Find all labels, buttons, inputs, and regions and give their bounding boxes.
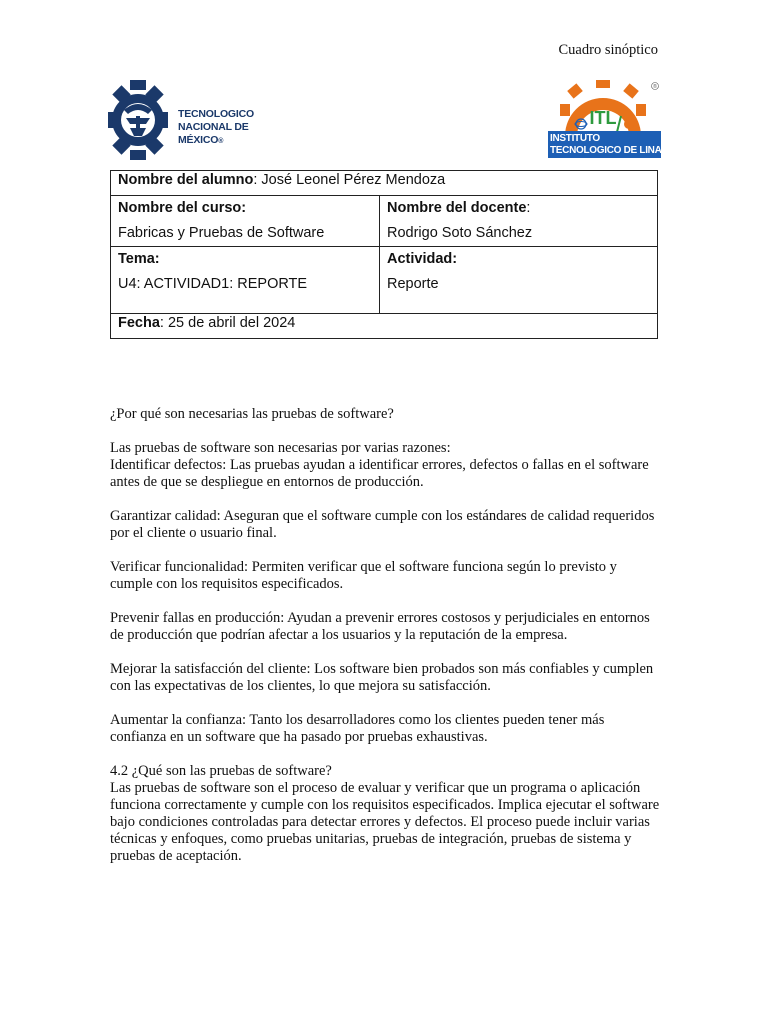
tecnm-wordmark (178, 108, 283, 148)
itl-line2: TECNOLOGICO DE LINARES (550, 145, 682, 156)
paragraph: Verificar funcionalidad: Permiten verificar que el software funciona según lo previsto y cumple con los requisitos especificados. (110, 559, 617, 592)
tema-value: U4: ACTIVIDAD1: REPORTE (118, 276, 308, 292)
intro-paragraph: Las pruebas de software son necesarias por varias razones: (110, 440, 451, 456)
tecnm-logo (108, 80, 283, 160)
answer-paragraph: Las pruebas de software son el proceso de evaluar y verificar que un programa o aplicación funciona correctamente y cumple con los requisitos especificados. Implica ejecutar el software bajo condiciones controladas para detectar errores y defectos. El proceso puede incluir varias técnicas y enfoques, como pruebas unitarias, pruebas de integración, pruebas de sistema y pruebas de aceptación. (110, 780, 660, 864)
alumno-label: Nombre del alumno (118, 172, 254, 188)
tecnm-registered-mark: ® (218, 138, 224, 145)
paragraph: Prevenir fallas en producción: Ayudan a prevenir errores costosos y perjudiciales en entornos de producción que podrían afectar a los usuarios y la reputación de la empresa. (110, 610, 650, 643)
fecha-value: 25 de abril del 2024 (167, 315, 296, 331)
question-1: ¿Por qué son necesarias las pruebas de software? (110, 406, 394, 422)
tema-label: Tema: (118, 251, 160, 267)
paragraph: Garantizar calidad: Aseguran que el software cumple con los estándares de calidad requeridos por el cliente o usuario final. (110, 508, 655, 541)
docente-label: Nombre del docente (387, 200, 527, 216)
paragraph: Mejorar la satisfacción del cliente: Los software bien probados son más confiables y cumplen con las expectativas de los clientes, lo que mejora su satisfacción. (110, 661, 654, 694)
curso-label: Nombre del curso: (118, 200, 247, 216)
table-row (111, 247, 658, 314)
actividad-label: Actividad: (387, 251, 458, 267)
table-row (111, 196, 658, 247)
table-row (111, 314, 658, 339)
header-note: Cuadro sinóptico (558, 42, 658, 58)
curso-value: Fabricas y Pruebas de Software (118, 225, 325, 241)
fecha-label: Fecha (118, 315, 160, 331)
itl-line1: INSTITUTO (550, 133, 600, 144)
docente-cell: Nombre del docente: Rodrigo Soto Sánchez (380, 196, 658, 247)
paragraph: Identificar defectos: Las pruebas ayudan a identificar errores, defectos o fallas en el software antes de que se despliegue en entornos de producción. (110, 457, 649, 490)
actividad-value: Reporte (387, 276, 439, 292)
itl-banner (548, 131, 682, 158)
alumno-cell: Nombre del alumno: José Leonel Pérez Mendoza (111, 171, 658, 196)
fecha-cell: Fecha: 25 de abril del 2024 (111, 314, 658, 339)
student-info-table (110, 170, 658, 339)
tecnm-line1: TECNOLOGICO (178, 108, 254, 120)
itl-registered-mark: ® (653, 84, 657, 90)
document-body (110, 406, 660, 865)
tema-cell (111, 247, 380, 314)
tecnm-gear-icon (108, 80, 168, 160)
fruit-icon (624, 119, 634, 129)
actividad-cell (380, 247, 658, 314)
paragraph: Aumentar la confianza: Tanto los desarrolladores como los clientes pueden tener más confianza en un software que ha pasado por pruebas exhaustivas. (110, 712, 605, 745)
itl-monogram: ITL (589, 108, 617, 128)
itl-seal-icon (545, 80, 663, 136)
alumno-value: José Leonel Pérez Mendoza (261, 172, 446, 188)
question-2: 4.2 ¿Qué son las pruebas de software? (110, 763, 332, 779)
itl-logo (545, 80, 682, 160)
docente-value: Rodrigo Soto Sánchez (387, 225, 533, 241)
table-row (111, 171, 658, 196)
curso-cell (111, 196, 380, 247)
tecnm-line2: NACIONAL DE MÉXICO (178, 121, 249, 146)
